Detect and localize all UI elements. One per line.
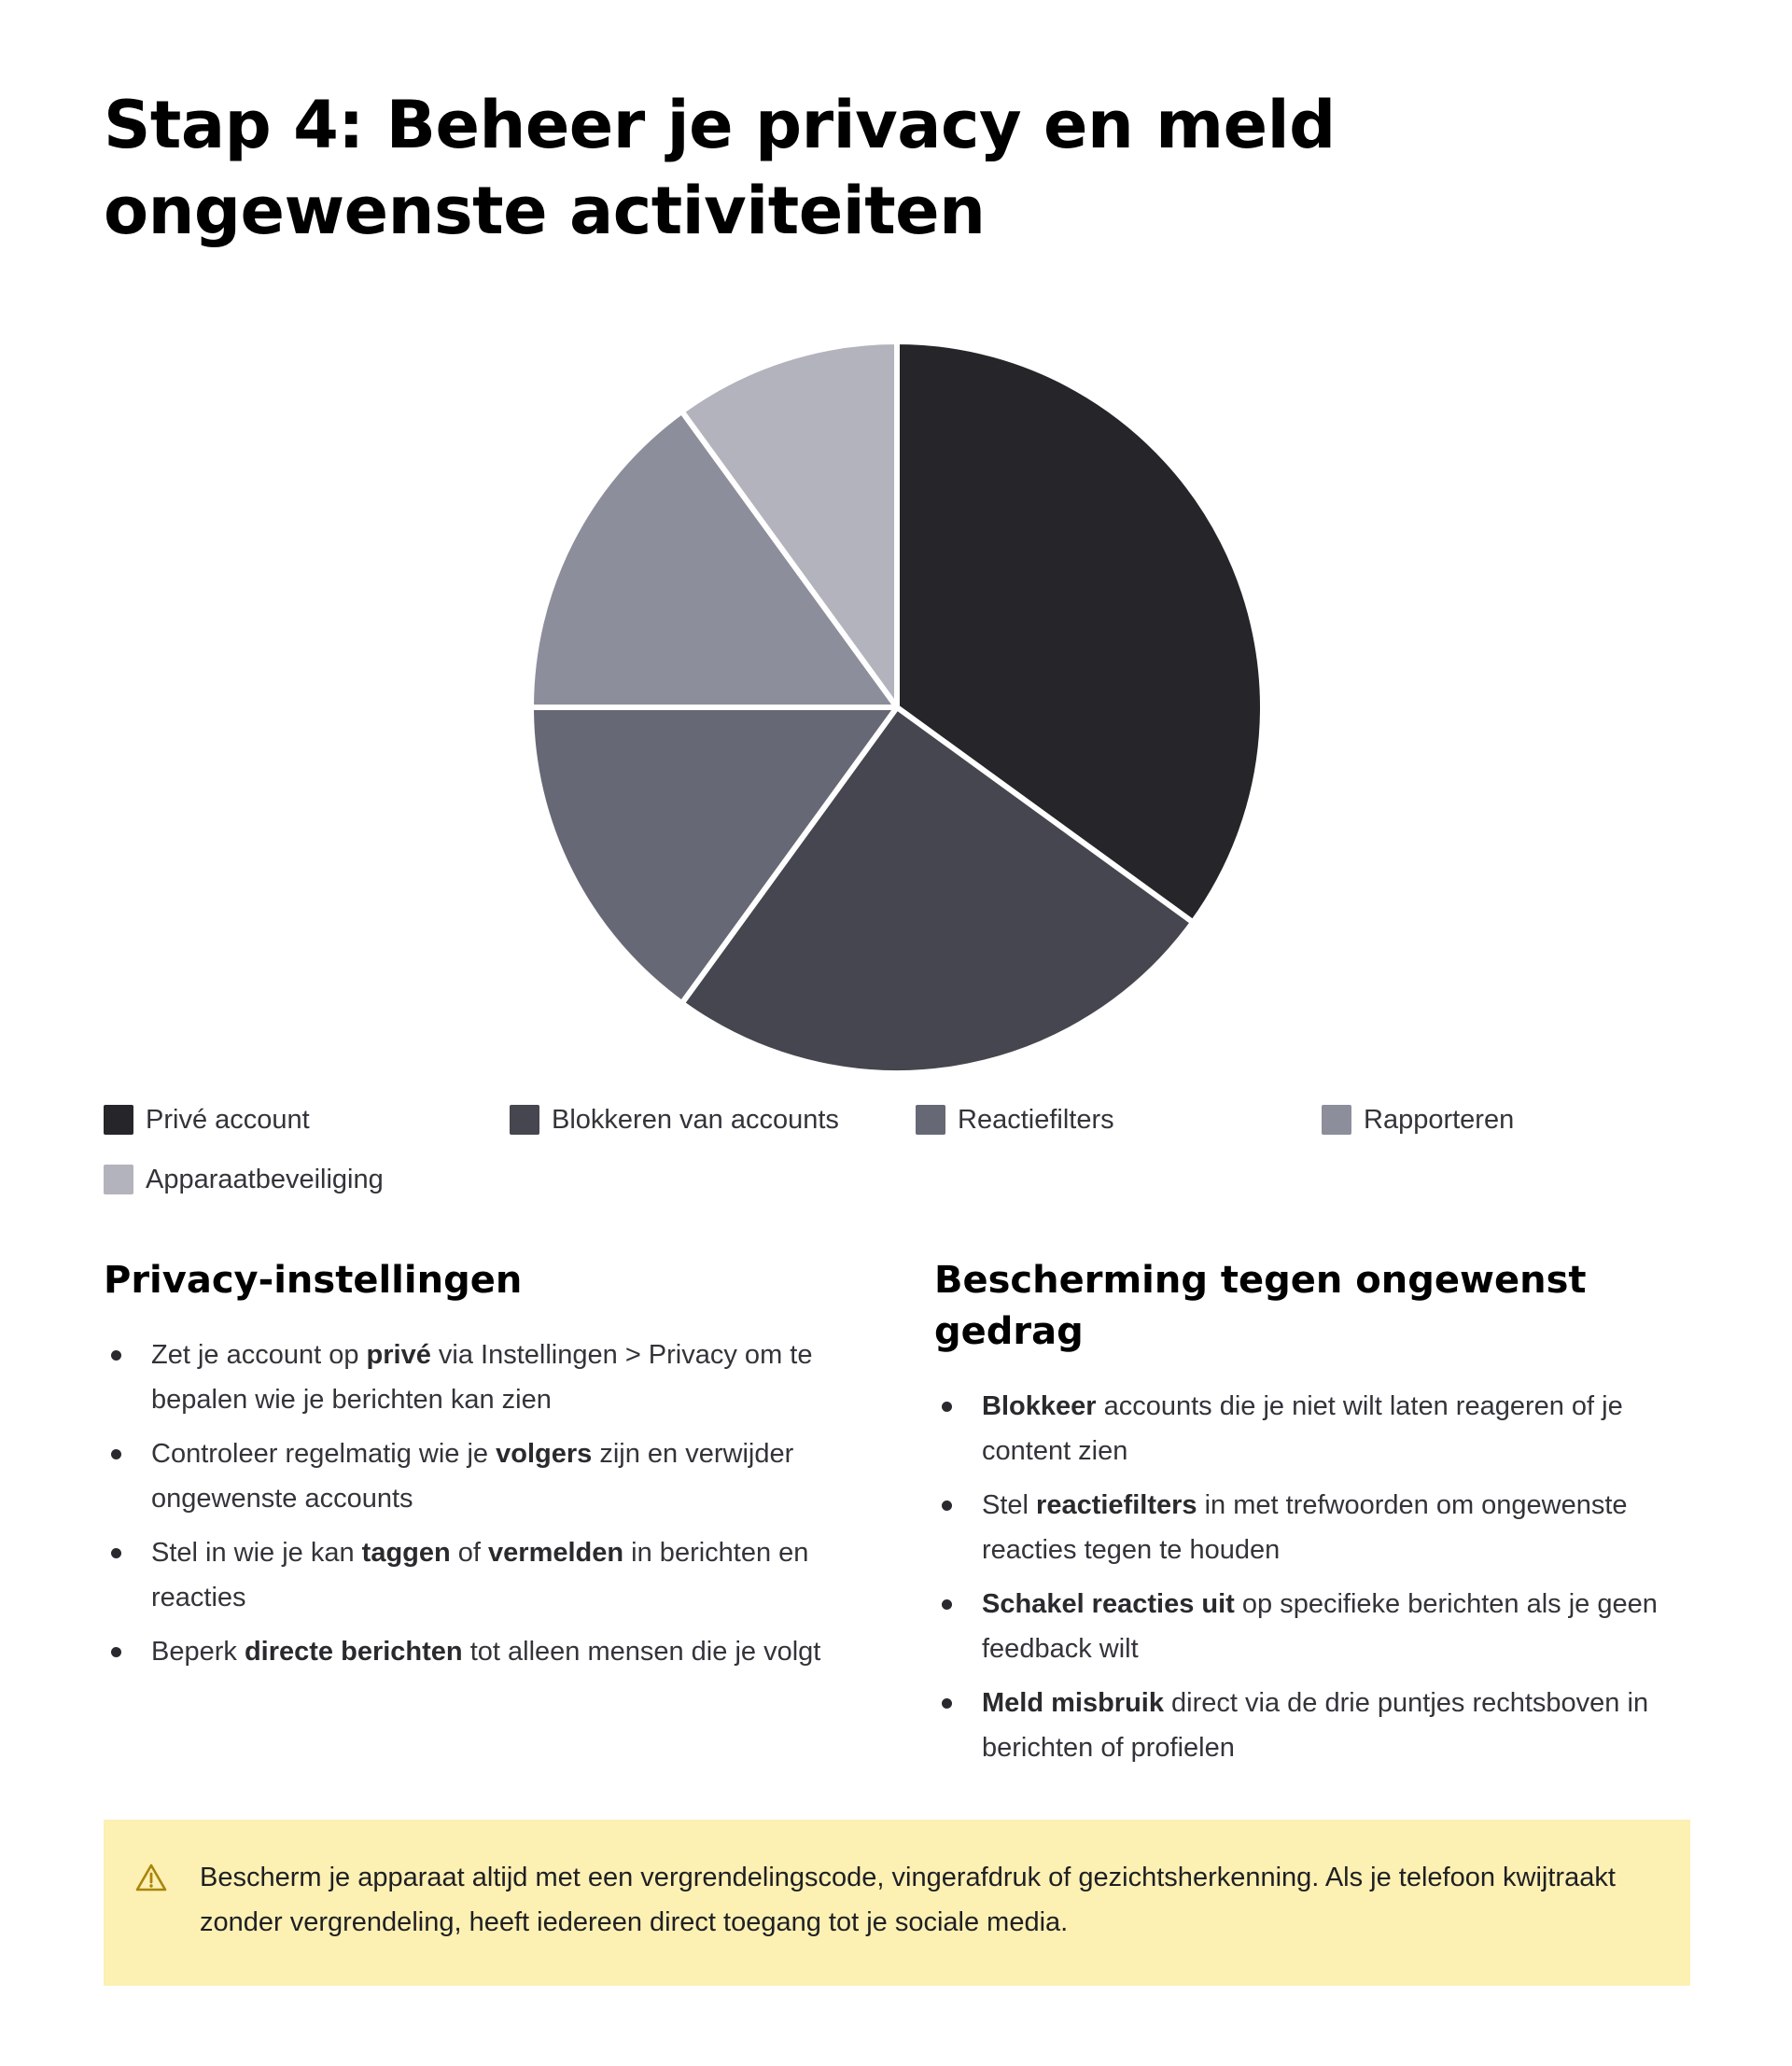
text: accounts die je niet wilt laten reageren of je content zien	[982, 1391, 1623, 1466]
legend-label: Apparaatbeveiliging	[146, 1164, 384, 1194]
legend-label: Privé account	[146, 1104, 310, 1135]
legend-swatch	[1322, 1105, 1351, 1135]
bold-text: vermelden	[488, 1538, 624, 1568]
warning-text: Bescherm je apparaat altijd met een vergrendelingscode, vingerafdruk of gezichtsherkenning. Als je telefoon kwijtraakt zonder vergrendeling, heeft iedereen direct toegang tot je sociale media.	[200, 1863, 1616, 1937]
text: direct via de drie puntjes rechtsboven in berichten of profielen	[982, 1688, 1649, 1763]
protection-title: Bescherming tegen ongewenst gedrag	[934, 1259, 1587, 1353]
protection-section	[934, 1255, 1700, 1780]
list-item	[934, 1483, 1700, 1572]
legend-label: Blokkeren van accounts	[552, 1104, 839, 1135]
bold-text: directe berichten	[244, 1637, 463, 1667]
bullet-icon	[111, 1647, 121, 1657]
bullet-icon	[942, 1402, 952, 1412]
text: in met trefwoorden om ongewenste reacties tegen te houden	[982, 1490, 1628, 1565]
legend-item-2	[916, 1101, 1114, 1138]
list-item	[934, 1681, 1700, 1770]
bullet-icon	[942, 1501, 952, 1511]
text: zijn en verwijder ongewenste accounts	[151, 1439, 794, 1514]
bullet-icon	[111, 1350, 121, 1361]
list-item	[104, 1333, 869, 1422]
legend-swatch	[104, 1105, 133, 1135]
pie-chart-svg	[104, 327, 1690, 1082]
bold-text: Meld misbruik	[982, 1688, 1164, 1718]
legend-swatch	[104, 1165, 133, 1194]
bullet-icon	[942, 1599, 952, 1610]
privacy-settings-title: Privacy-instellingen	[104, 1259, 523, 1302]
bullet-icon	[942, 1698, 952, 1709]
text: in berichten en reacties	[151, 1538, 809, 1612]
privacy-settings-list	[104, 1333, 869, 1674]
privacy-settings-section	[104, 1255, 869, 1683]
bold-text: Blokkeer	[982, 1391, 1097, 1421]
text: of	[450, 1538, 489, 1568]
list-item	[104, 1629, 869, 1674]
text: Zet je account op	[151, 1340, 367, 1370]
text: Controleer regelmatig wie je	[151, 1439, 497, 1469]
bold-text: volgers	[496, 1439, 593, 1469]
legend-label: Reactiefilters	[958, 1104, 1114, 1135]
text: Stel	[982, 1490, 1037, 1520]
legend-item-0	[104, 1101, 310, 1138]
legend-swatch	[510, 1105, 539, 1135]
chart-legend	[104, 1101, 1690, 1232]
protection-list	[934, 1384, 1700, 1770]
text: Stel in wie je kan	[151, 1538, 362, 1568]
pie-chart	[104, 327, 1690, 1082]
text: op specifieke berichten als je geen feedback wilt	[982, 1589, 1658, 1664]
legend-item-4	[104, 1161, 384, 1198]
warning-callout	[104, 1820, 1690, 1986]
legend-swatch	[916, 1105, 945, 1135]
bullet-icon	[111, 1449, 121, 1459]
list-item	[934, 1582, 1700, 1671]
page-title	[104, 82, 1410, 254]
page-title-line-2: ongewenste activiteiten	[104, 173, 986, 249]
legend-item-3	[1322, 1101, 1514, 1138]
bold-text: privé	[366, 1340, 431, 1370]
text: via Instellingen > Privacy om te bepalen wie je berichten kan zien	[151, 1340, 813, 1415]
bullet-icon	[111, 1548, 121, 1558]
bold-text: Schakel reacties uit	[982, 1589, 1235, 1619]
list-item	[104, 1431, 869, 1521]
text: tot alleen mensen die je volgt	[462, 1637, 821, 1667]
legend-item-1	[510, 1101, 839, 1138]
bold-text: reactiefilters	[1036, 1490, 1197, 1520]
list-item	[104, 1530, 869, 1620]
warning-icon	[134, 1861, 168, 1894]
page-title-line-1: Stap 4: Beheer je privacy en meld	[104, 87, 1336, 163]
legend-label: Rapporteren	[1364, 1104, 1515, 1135]
list-item	[934, 1384, 1700, 1473]
text: Beperk	[151, 1637, 245, 1667]
bold-text: taggen	[361, 1538, 451, 1568]
